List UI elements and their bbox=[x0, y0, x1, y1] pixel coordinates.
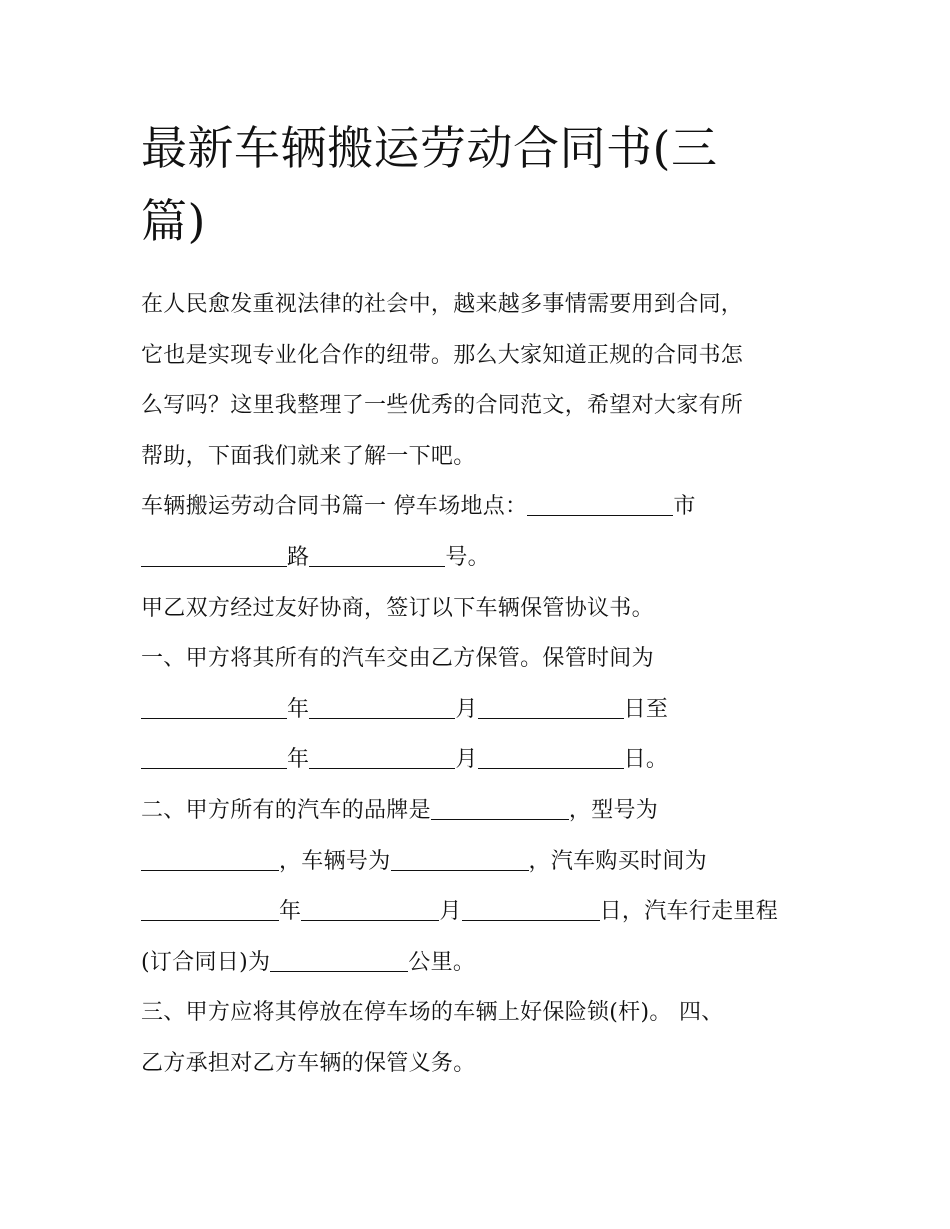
title-line-1: 最新车辆搬运劳动合同书(三 bbox=[141, 121, 718, 175]
blank-plate[interactable] bbox=[391, 848, 529, 871]
title-line-2: 篇) bbox=[141, 194, 206, 248]
intro-line-2: 它也是实现专业化合作的纽带。那么大家知道正规的合同书怎 bbox=[141, 342, 744, 368]
blank-purchase-year[interactable] bbox=[141, 898, 279, 921]
clause3-line: 三、甲方应将其停放在停车场的车辆上好保险锁(杆)。 四、 bbox=[141, 1000, 724, 1026]
blank-brand[interactable] bbox=[431, 797, 569, 820]
blank-road[interactable] bbox=[141, 544, 287, 567]
text-start-month: 月 bbox=[455, 696, 478, 722]
clause2-line-1 bbox=[141, 786, 831, 837]
clause2-mileage-label: 日，汽车行走里程 bbox=[599, 899, 779, 925]
intro-line-1: 在人民愈发重视法律的社会中，越来越多事情需要用到合同， bbox=[141, 292, 744, 317]
clause4-line: 乙方承担对乙方车辆的保管义务。 bbox=[141, 1050, 476, 1076]
blank-start-year[interactable] bbox=[141, 696, 287, 719]
blank-start-day[interactable] bbox=[478, 696, 624, 719]
blank-city[interactable] bbox=[527, 493, 673, 516]
section1-line-2 bbox=[141, 533, 831, 584]
document-body bbox=[141, 112, 831, 1090]
clause2-prefix-label: (订合同日)为 bbox=[141, 949, 271, 975]
text-number: 号。 bbox=[445, 544, 490, 570]
blank-end-day[interactable] bbox=[478, 746, 624, 769]
text-start-year: 年 bbox=[287, 696, 310, 722]
document-title bbox=[141, 112, 831, 258]
clause1-line-1: 一、甲方将其所有的汽车交由乙方保管。保管时间为 bbox=[141, 646, 654, 672]
intro-line-4: 帮助，下面我们就来了解一下吧。 bbox=[141, 443, 476, 469]
blank-start-month[interactable] bbox=[309, 696, 455, 719]
blank-number[interactable] bbox=[309, 544, 445, 567]
clause2-line-3 bbox=[141, 887, 831, 938]
section1-heading: 车辆搬运劳动合同书篇一 停车场地点： bbox=[141, 494, 528, 520]
text-end-year: 年 bbox=[287, 747, 310, 773]
clause2-model-label: ，型号为 bbox=[568, 797, 659, 823]
agreement-paragraph: 甲乙双方经过友好协商，签订以下车辆保管协议书。 bbox=[141, 595, 654, 621]
text-purchase-month: 月 bbox=[439, 899, 462, 925]
text-end-month: 月 bbox=[455, 747, 478, 773]
blank-purchase-month[interactable] bbox=[301, 898, 439, 921]
blank-purchase-day[interactable] bbox=[462, 898, 600, 921]
clause2-plate-label: ，车辆号为 bbox=[279, 848, 391, 874]
blank-end-month[interactable] bbox=[309, 746, 455, 769]
clause2-line-4 bbox=[141, 938, 831, 989]
clause2-line-2 bbox=[141, 837, 831, 888]
blank-model[interactable] bbox=[141, 848, 279, 871]
text-start-day: 日至 bbox=[623, 696, 669, 722]
clause1-line-2 bbox=[141, 685, 831, 736]
intro-line-3: 么写吗？这里我整理了一些优秀的合同范文，希望对大家有所 bbox=[141, 393, 744, 419]
clause2-brand-label: 二、甲方所有的汽车的品牌是 bbox=[141, 797, 431, 823]
blank-mileage[interactable] bbox=[270, 949, 408, 972]
text-purchase-year: 年 bbox=[279, 899, 302, 925]
text-km: 公里。 bbox=[408, 949, 476, 975]
blank-end-year[interactable] bbox=[141, 746, 287, 769]
section1-line-1 bbox=[141, 482, 831, 533]
text-city: 市 bbox=[673, 494, 696, 520]
text-end-day: 日。 bbox=[623, 747, 669, 773]
clause2-purchase-label: ，汽车购买时间为 bbox=[528, 848, 707, 874]
text-road: 路 bbox=[287, 544, 310, 570]
clause1-line-3 bbox=[141, 735, 831, 786]
